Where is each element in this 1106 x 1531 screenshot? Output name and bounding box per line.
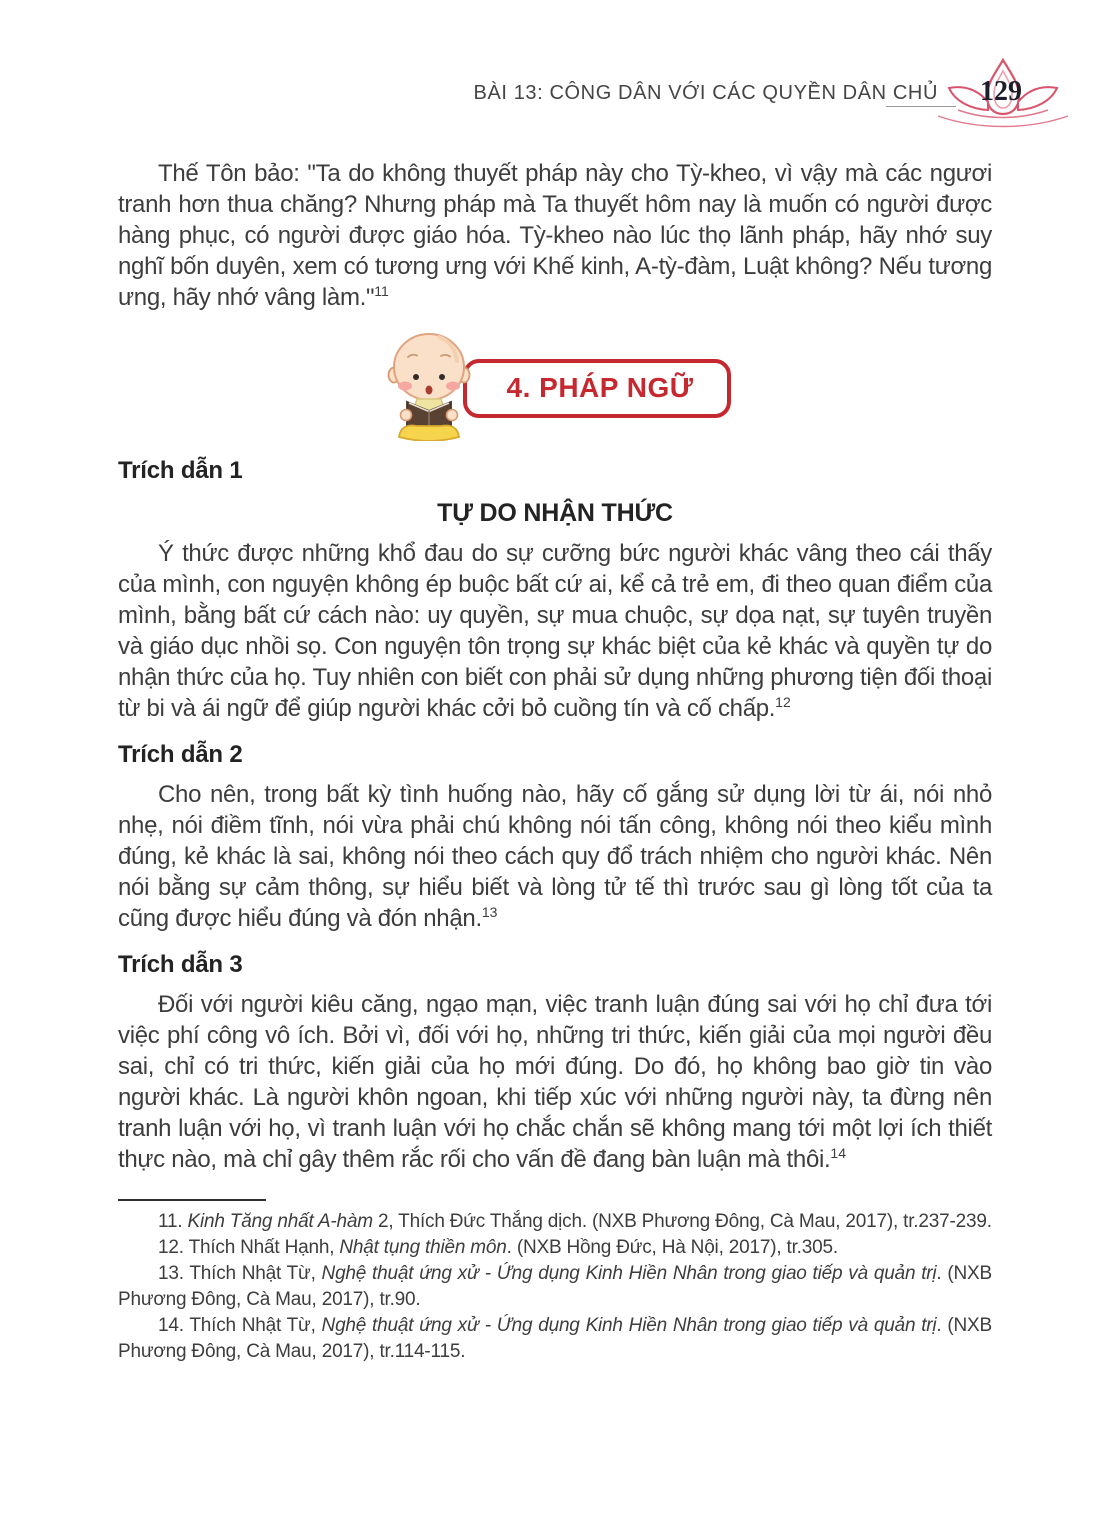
quote-1-text: Ý thức được những khổ đau do sự cưỡng bức người khác vâng theo cái thấy của mình, con nguyện không ép buộc bất cứ ai, kể cả trẻ em, đi theo quan điểm của mình, bằng bất cứ cách nào: uy quyền, sự mua chuộc, sự dọa nạt, sự tuyên truyền và giáo dục nhồi sọ. Con nguyện tôn trọng sự khác biệt của kẻ khác và quyền tự do nhận thức của họ. Tuy nhiên con biết con phải sử dụng những phương tiện đối thoại từ bi và ái ngữ để giúp người khác cởi bỏ cuồng tín và cố chấp. (118, 540, 992, 722)
footnote-13-rest: . (NXB Phương Đông, Cà Mau, 2017), tr.90. (118, 1263, 992, 1310)
footnote-12-number: 12. (158, 1237, 189, 1258)
intro-quote-text: Thế Tôn bảo: "Ta do không thuyết pháp này cho Tỳ-kheo, vì vậy mà các ngươi tranh hơn thua chăng? Nhưng pháp mà Ta thuyết hôm nay là muốn có người được hàng phục, có người được giáo hóa. Tỳ-kheo nào lúc thọ lãnh pháp, hãy nhớ suy nghĩ bốn duyên, xem có tương ưng với Khế kinh, A-tỳ-đàm, Luật không? Nếu tương ưng, hãy nhớ vâng làm." (118, 160, 992, 311)
quote-1-heading: Trích dẫn 1 (118, 457, 243, 484)
quote-3-text: Đối với người kiêu căng, ngạo mạn, việc tranh luận đúng sai với họ chỉ đưa tới việc phí công vô ích. Bởi vì, đối với họ, những tri thức, kiến giải của mọi người đều sai, chỉ có tri thức, kiến giải của họ mới đúng. Do đó, họ không bao giờ tin vào người khác. Là người khôn ngoan, khi tiếp xúc với những người này, ta đừng nên tranh luận với họ, vì tranh luận với họ chắc chắn sẽ không mang tới một lợi ích thiết thực nào, mà chỉ gây thêm rắc rối cho vấn đề đang bàn luận mà thôi. (118, 991, 992, 1173)
footnote-divider (118, 1199, 266, 1201)
footnote-11-source-title: Kinh Tăng nhất A-hàm (187, 1211, 373, 1232)
page-number: 129 (980, 76, 1022, 107)
footnote-14-rest: . (NXB Phương Đông, Cà Mau, 2017), tr.114-115. (118, 1315, 992, 1362)
quote-3-paragraph (118, 989, 992, 1175)
footnote-14 (118, 1313, 992, 1365)
intro-quote-paragraph (118, 158, 992, 313)
footnote-14-source-title: Nghệ thuật ứng xử - Ứng dụng Kinh Hiền Nhân trong giao tiếp và quản trị (321, 1315, 937, 1336)
footnote-14-number: 14. (158, 1315, 190, 1336)
chapter-header-title: BÀI 13: CÔNG DÂN VỚI CÁC QUYỀN DÂN CHỦ (473, 82, 938, 104)
footnote-ref-13: 13 (481, 904, 498, 920)
footnote-ref-11: 11 (374, 283, 389, 299)
footnote-13-source-title: Nghệ thuật ứng xử - Ứng dụng Kinh Hiền Nhân trong giao tiếp và quản trị (321, 1263, 937, 1284)
footnote-13 (118, 1261, 992, 1313)
footnote-14-prefix: Thích Nhật Từ, (189, 1315, 322, 1336)
footnote-ref-14: 14 (830, 1145, 846, 1161)
quote-1-paragraph (118, 538, 992, 724)
section-badge (118, 333, 992, 443)
footnote-11-rest: 2, Thích Đức Thắng dịch. (NXB Phương Đông, Cà Mau, 2017), tr.237-239. (372, 1211, 992, 1232)
footnote-12-rest: . (NXB Hồng Đức, Hà Nội, 2017), tr.305. (506, 1237, 838, 1258)
footnote-11-number: 11. (158, 1211, 188, 1232)
footnote-12-prefix: Thích Nhất Hạnh, (188, 1237, 340, 1258)
quote-2-text: Cho nên, trong bất kỳ tình huống nào, hãy cố gắng sử dụng lời từ ái, nói nhỏ nhẹ, nói điềm tĩnh, nói vừa phải chú không nói tấn công, không nói theo kiểu mình đúng, kẻ khác là sai, không nói theo cách quy đổ trách nhiệm cho người khác. Nên nói bằng sự cảm thông, sự hiểu biết và lòng tử tế thì trước sau gì lòng tốt của ta cũng được hiểu đúng và đón nhận. (118, 781, 992, 932)
footnote-12 (118, 1235, 992, 1261)
footnote-13-number: 13. (158, 1263, 190, 1284)
footnote-12-source-title: Nhật tụng thiền môn (339, 1237, 507, 1258)
section-badge-pill (463, 359, 732, 418)
page-content (118, 158, 992, 1365)
footnote-11 (118, 1209, 992, 1235)
footnote-13-prefix: Thích Nhật Từ, (189, 1263, 322, 1284)
quote-2-paragraph (118, 779, 992, 934)
section-badge-label: 4. PHÁP NGỮ (506, 371, 694, 403)
quote-1-title: TỰ DO NHẬN THỨC (437, 499, 673, 527)
footnote-ref-12: 12 (775, 694, 791, 710)
quote-2-heading: Trích dẫn 2 (118, 741, 243, 768)
baby-monk-reading-icon (379, 327, 479, 446)
footnotes-section (118, 1199, 992, 1365)
quote-3-heading: Trích dẫn 3 (118, 951, 243, 978)
